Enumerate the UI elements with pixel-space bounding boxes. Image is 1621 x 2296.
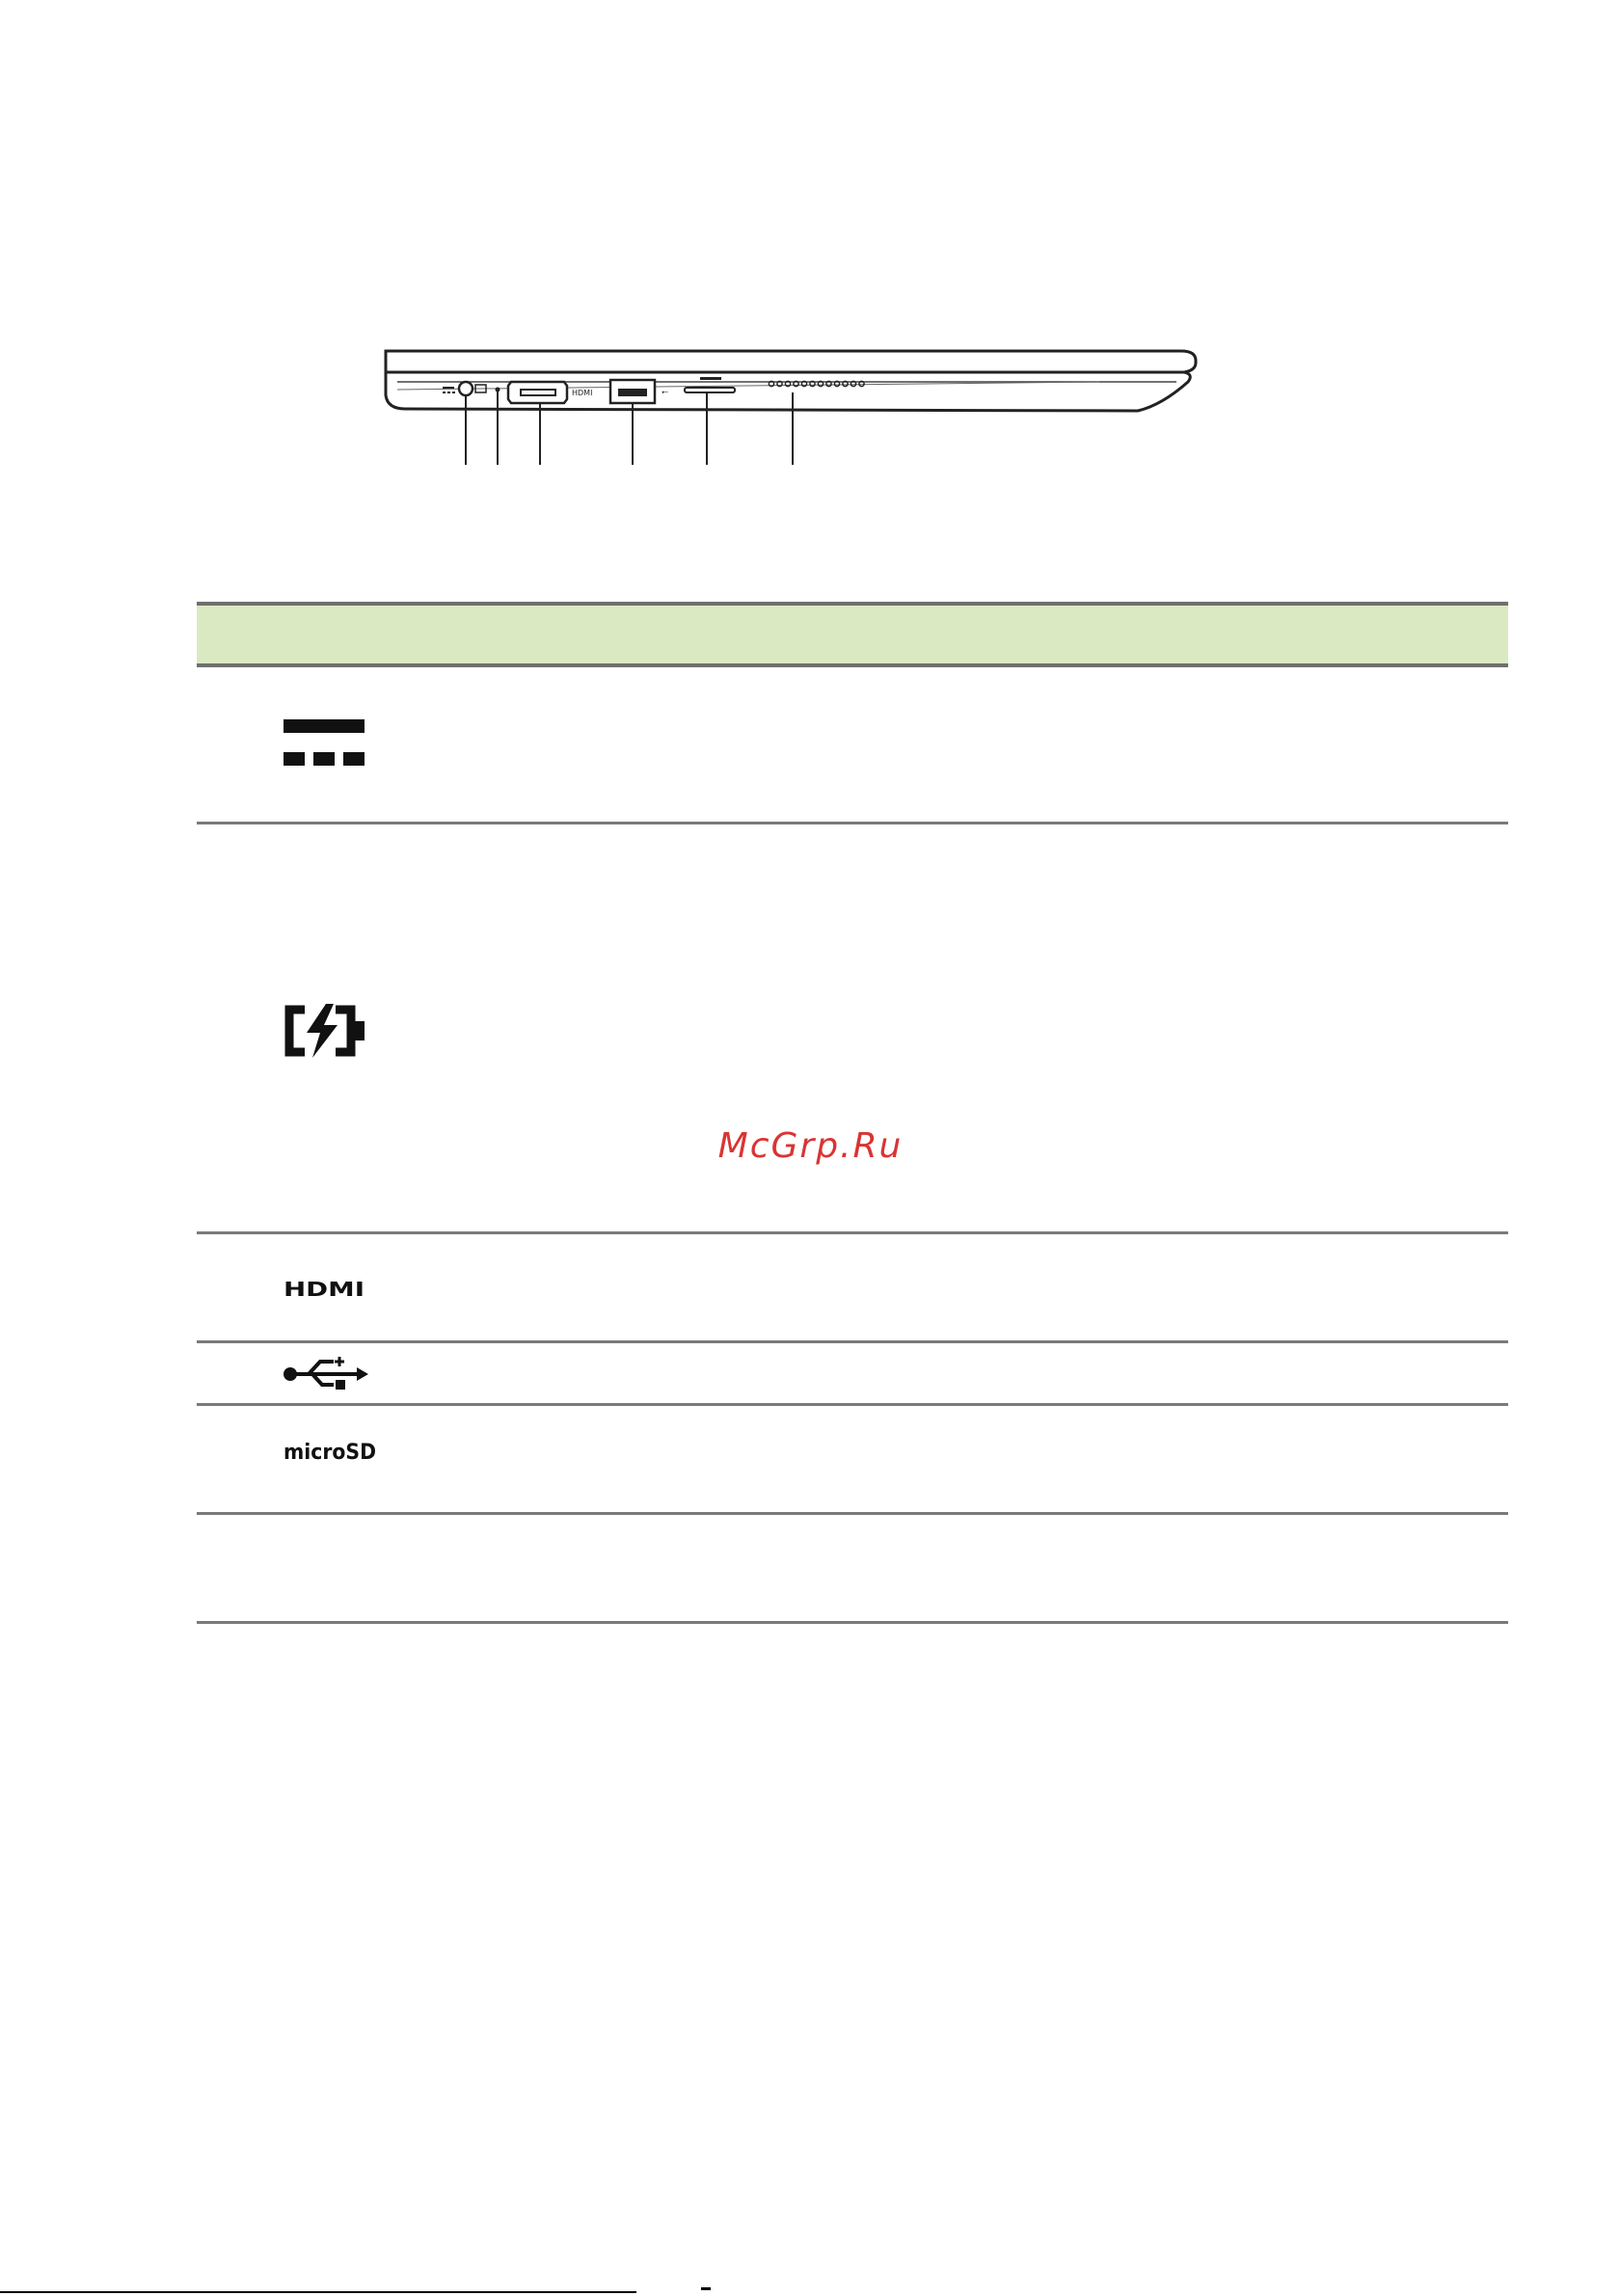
table-row-dc-in — [197, 667, 1508, 824]
svg-text:⭠: ⭠ — [662, 388, 669, 397]
ports-table — [197, 602, 1508, 1624]
table-row-vents — [197, 1515, 1508, 1624]
table-row-hdmi — [197, 1234, 1508, 1343]
microsd-logo-icon — [284, 1439, 380, 1464]
battery-charging-icon — [284, 1004, 365, 1058]
watermark: McGrp.Ru — [717, 1126, 904, 1166]
svg-text:microSD: microSD — [284, 1441, 376, 1464]
svg-text:HDMI: HDMI — [284, 1279, 365, 1300]
hdmi-logo-icon — [284, 1279, 370, 1300]
table-header — [197, 602, 1508, 667]
table-row-usb — [197, 1343, 1508, 1406]
usb-icon — [284, 1355, 370, 1391]
footer-rule — [0, 2291, 636, 2293]
table-row-microsd — [197, 1406, 1508, 1515]
laptop-left-side-diagram — [0, 0, 1621, 482]
dc-power-icon — [284, 719, 365, 770]
page-marker — [701, 2287, 711, 2290]
table-row-battery — [197, 824, 1508, 1234]
hdmi-port-label: HDMI — [572, 389, 593, 397]
